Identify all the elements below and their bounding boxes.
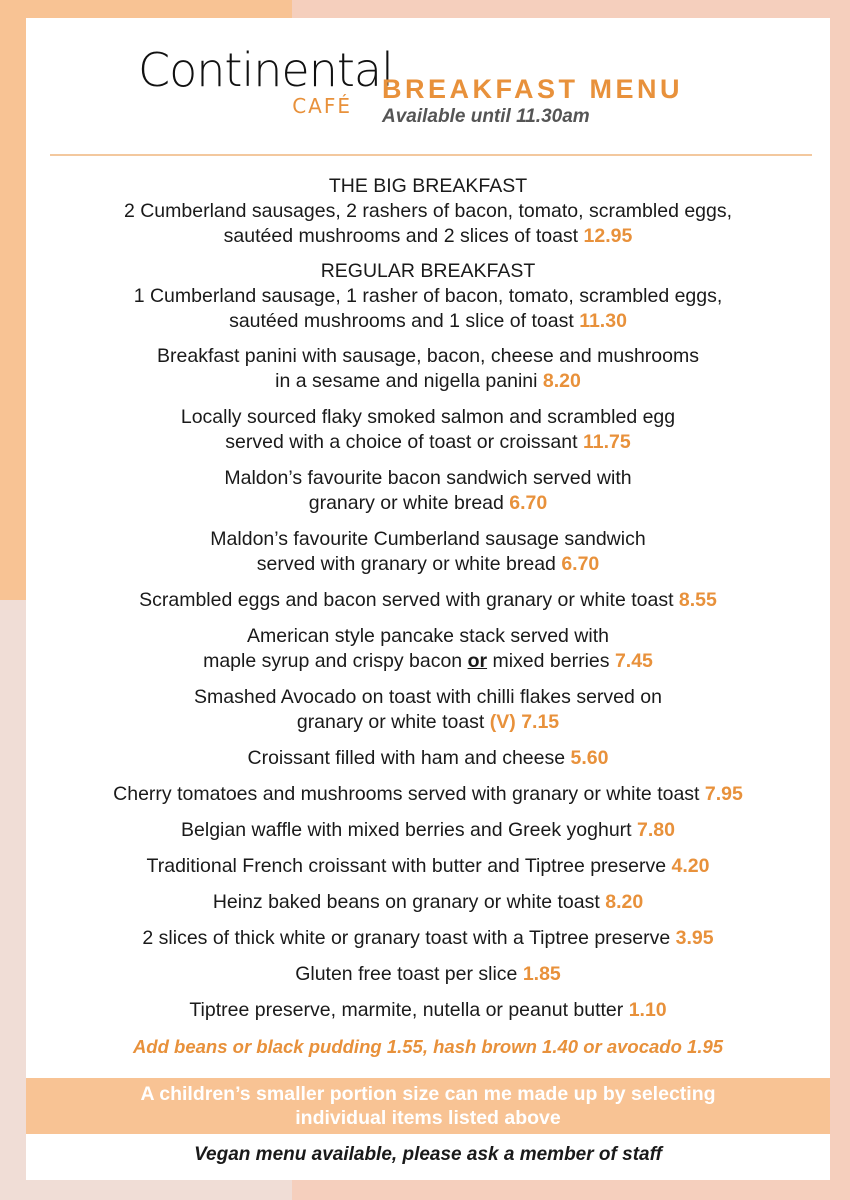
menu-item-price: 8.20 (542, 370, 581, 392)
menu-item (26, 624, 830, 674)
menu-item-desc: Belgian waffle with mixed berries and Greek yoghurt (181, 819, 632, 841)
menu-item-desc: Tiptree preserve, marmite, nutella or peanut butter (189, 999, 624, 1021)
menu-item-price: (V) 7.15 (489, 711, 560, 733)
menu-item-desc: Maldon’s favourite Cumberland sausage sandwich (210, 528, 646, 550)
brand-name: Continental (138, 43, 393, 97)
brand-logo (138, 43, 393, 118)
menu-item-title: REGULAR BREAKFAST (320, 260, 536, 282)
menu-item-price: 11.75 (582, 431, 631, 453)
menu-item-desc: sautéed mushrooms and 2 slices of toast (223, 225, 579, 247)
menu-item-desc: Heinz baked beans on granary or white toast (212, 891, 600, 913)
menu-item-desc: maple syrup and crispy bacon (203, 650, 463, 672)
menu-card (26, 18, 830, 1180)
childrens-portion-text: A children’s smaller portion size can me made up by selecting individual items listed above (140, 1083, 716, 1129)
menu-item (26, 405, 830, 455)
menu-item (26, 466, 830, 516)
menu-item-or: or (467, 650, 488, 672)
vegan-menu-note: Vegan menu available, please ask a member of staff (194, 1144, 662, 1165)
menu-item (26, 962, 830, 987)
menu-item (26, 818, 830, 843)
menu-item-desc: served with a choice of toast or croissant (225, 431, 578, 453)
menu-item (26, 746, 830, 771)
menu-item (26, 854, 830, 879)
menu-item-desc: Cherry tomatoes and mushrooms served with granary or white toast (113, 783, 700, 805)
menu-item-price: 1.85 (522, 963, 561, 985)
menu-item-desc: sautéed mushrooms and 1 slice of toast (229, 310, 574, 332)
menu-item-price: 3.95 (675, 927, 714, 949)
menu-item-price: 7.95 (704, 783, 743, 805)
menu-item-price: 8.55 (678, 589, 717, 611)
childrens-portion-banner (26, 1078, 830, 1134)
menu-item-desc: 2 slices of thick white or granary toast with a Tiptree preserve (142, 927, 671, 949)
menu-item-price: 4.20 (671, 855, 710, 877)
menu-title: BREAKFAST MENU (382, 74, 684, 104)
brand-sub: CAFÉ (292, 94, 352, 118)
menu-item-desc: mixed berries (492, 650, 610, 672)
menu-item-desc: Smashed Avocado on toast with chilli flakes served on (194, 686, 662, 708)
menu-item-desc: granary or white toast (296, 711, 485, 733)
addons-note: Add beans or black pudding 1.55, hash brown 1.40 or avocado 1.95 (132, 1036, 724, 1057)
menu-item-price: 1.10 (628, 999, 667, 1021)
menu-item (26, 926, 830, 951)
menu-item-desc: Traditional French croissant with butter and Tiptree preserve (146, 855, 667, 877)
menu-item (26, 174, 830, 249)
menu-item-desc: Croissant filled with ham and cheese (247, 747, 566, 769)
menu-items-list (26, 174, 830, 1059)
menu-item-price: 7.80 (637, 819, 675, 841)
menu-item-price: 5.60 (570, 747, 609, 769)
menu-item-title: THE BIG BREAKFAST (328, 175, 528, 197)
menu-item-desc: granary or white bread (308, 492, 504, 514)
menu-item (26, 890, 830, 915)
menu-item (26, 782, 830, 807)
menu-item-desc: Scrambled eggs and bacon served with granary or white toast (139, 589, 674, 611)
menu-item-desc: 2 Cumberland sausages, 2 rashers of bacon, tomato, scrambled eggs, (123, 200, 733, 222)
header-divider (50, 154, 812, 156)
menu-item (26, 685, 830, 735)
menu-item-price: 8.20 (605, 891, 644, 913)
menu-item-price: 6.70 (509, 492, 548, 514)
menu-item-desc: Locally sourced flaky smoked salmon and scrambled egg (180, 406, 676, 428)
menu-item-price: 7.45 (614, 650, 653, 672)
menu-item-desc: in a sesame and nigella panini (275, 370, 538, 392)
menu-item-desc: Gluten free toast per slice (295, 963, 518, 985)
menu-item-price: 12.95 (583, 225, 633, 247)
menu-availability: Available until 11.30am (382, 106, 590, 127)
menu-item-desc: American style pancake stack served with (247, 625, 609, 647)
menu-item (26, 998, 830, 1023)
menu-item (26, 527, 830, 577)
menu-item (26, 259, 830, 334)
menu-item-price: 11.30 (579, 310, 627, 332)
menu-item (26, 344, 830, 394)
menu-item-desc: Maldon’s favourite bacon sandwich served with (224, 467, 632, 489)
menu-item-desc: 1 Cumberland sausage, 1 rasher of bacon, tomato, scrambled eggs, (133, 285, 723, 307)
menu-item-price: 6.70 (561, 553, 600, 575)
menu-item-desc: served with granary or white bread (256, 553, 556, 575)
menu-item-desc: Breakfast panini with sausage, bacon, cheese and mushrooms (157, 345, 699, 367)
menu-item (26, 588, 830, 613)
